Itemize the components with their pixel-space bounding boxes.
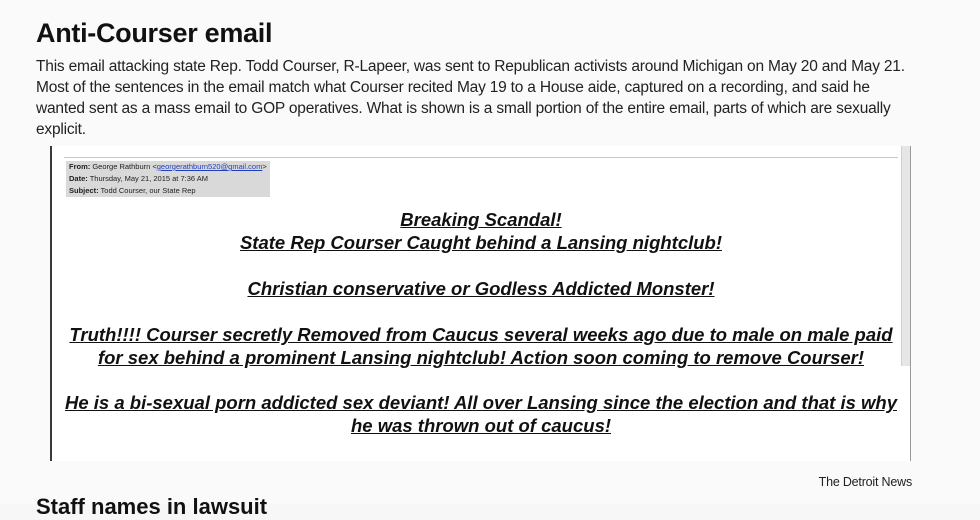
email-scrollbar [901,146,910,366]
article-headline: Anti-Courser email [36,18,273,48]
email-body [62,208,900,437]
email-screenshot [50,146,911,461]
email-date-value: Thursday, May 21, 2015 at 7:36 AM [89,174,208,183]
email-header-divider [64,157,898,158]
email-from-name: George Rathburn [92,162,151,171]
email-body-line-3: Christian conservative or Godless Addicted Monster! [247,278,715,299]
email-date-row [69,173,267,185]
photo-credit: The Detroit News [818,475,912,489]
email-subject-row [69,185,267,197]
email-headers [66,161,270,197]
email-subject-value: Todd Courser, our State Rep [100,186,196,195]
email-body-line-1: Breaking Scandal! [400,209,562,230]
email-from-row: From: George Rathburn <georgerathburn520@gmail.com> [69,162,267,171]
next-section-heading: Staff names in lawsuit [36,494,268,519]
email-body-line-4: Truth!!!! Courser secretly Removed from Caucus several weeks ago due to male on male paid for sex behind a prominent Lansing nightclub! Action soon coming to remove Courser! [69,324,893,368]
email-from-address[interactable]: georgerathburn520@gmail.com [156,162,263,171]
email-from-label: From: [69,162,91,171]
article-description: This email attacking state Rep. Todd Courser, R-Lapeer, was sent to Republican activists around Michigan on May 20 and May 21. Most of the sentences in the email match what Courser recited May 19 to a House aide, captured on a recording, and said he wanted sent as a mass email to GOP operatives. What is shown is a small portion of the entire email, parts of which are sexually explicit. [36,58,905,138]
email-date-label: Date: [69,174,88,183]
email-body-line-5: He is a bi-sexual porn addicted sex deviant! All over Lansing since the election and that is why he was thrown out of caucus! [64,392,898,436]
email-subject-label: Subject: [69,186,99,195]
email-body-line-2: State Rep Courser Caught behind a Lansing nightclub! [239,232,723,253]
